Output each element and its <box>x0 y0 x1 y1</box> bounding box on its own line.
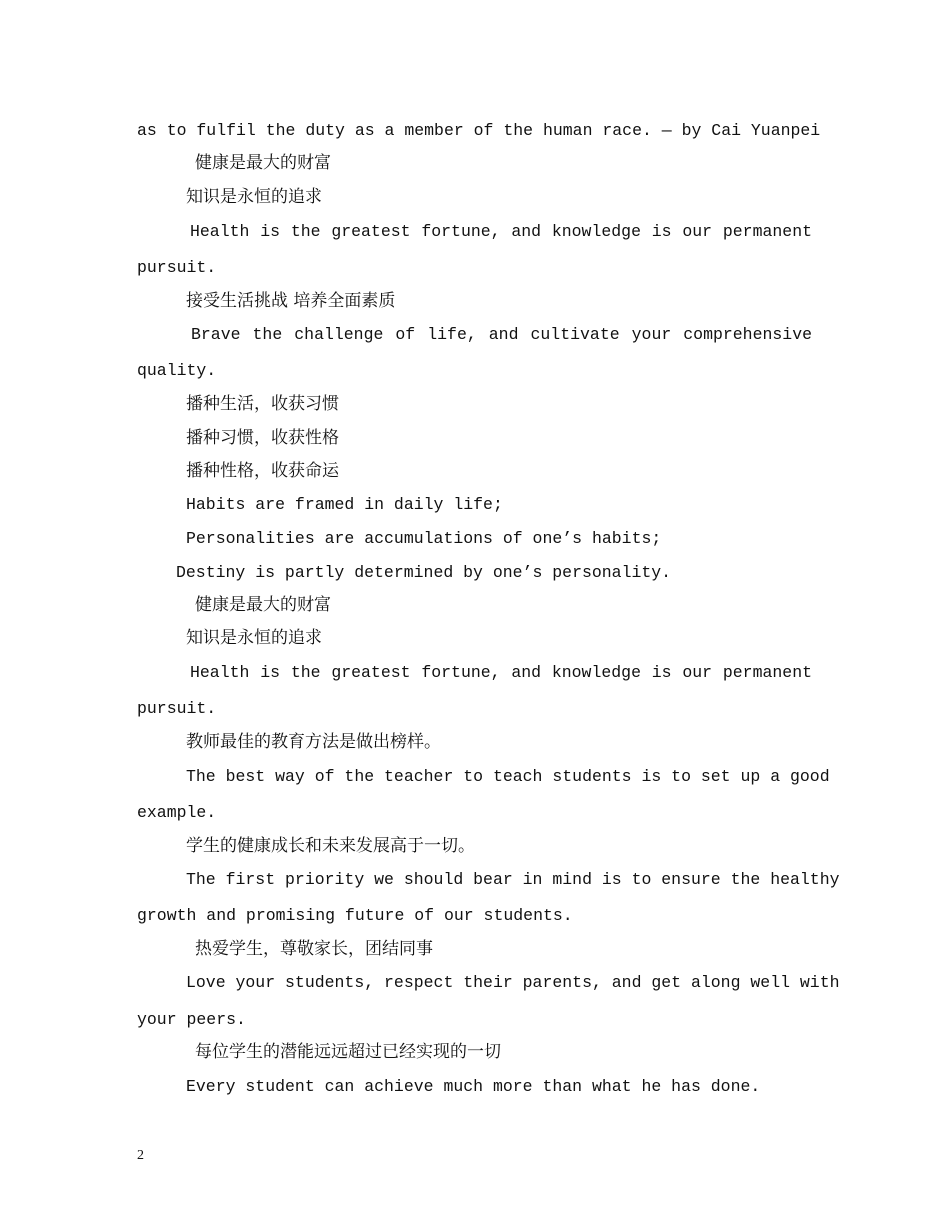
chinese-heading: 每位学生的潜能远远超过已经实现的一切 <box>195 1042 501 1062</box>
chinese-heading: 播种性格，收获命运 <box>186 461 339 481</box>
text-line: as to fulfil the duty as a member of the human race. — by Cai Yuanpei <box>137 121 821 140</box>
chinese-heading: 教师最佳的教育方法是做出榜样。 <box>186 732 441 752</box>
chinese-heading: 知识是永恒的追求 <box>186 628 322 648</box>
text-line: Health is the greatest fortune, and knowledge is our permanent <box>190 222 812 241</box>
chinese-heading: 学生的健康成长和未来发展高于一切。 <box>186 836 475 856</box>
text-line: The best way of the teacher to teach students is to set up a good <box>186 767 830 786</box>
text-line: pursuit. <box>137 699 217 718</box>
text-line: quality. <box>137 361 217 380</box>
chinese-heading: 健康是最大的财富 <box>195 595 331 615</box>
chinese-heading: 播种习惯，收获性格 <box>186 428 339 448</box>
page-number: 2 <box>137 1148 144 1163</box>
text-line: pursuit. <box>137 258 217 277</box>
text-line: Personalities are accumulations of one’s habits; <box>186 529 662 548</box>
text-line: Destiny is partly determined by one’s personality. <box>176 563 672 582</box>
chinese-heading: 接受生活挑战 培养全面素质 <box>186 291 396 311</box>
text-line: Habits are framed in daily life; <box>186 495 503 514</box>
text-line: growth and promising future of our students. <box>137 906 573 925</box>
chinese-heading: 热爱学生，尊敬家长，团结同事 <box>195 939 433 959</box>
text-line: Love your students, respect their parents, and get along well with <box>186 973 840 992</box>
text-line: Health is the greatest fortune, and knowledge is our permanent <box>190 663 812 682</box>
text-line: Every student can achieve much more than what he has done. <box>186 1077 761 1096</box>
chinese-heading: 知识是永恒的追求 <box>186 187 322 207</box>
chinese-heading: 健康是最大的财富 <box>195 153 331 173</box>
text-line: your peers. <box>137 1010 246 1029</box>
text-line: The first priority we should bear in mind is to ensure the healthy <box>186 870 840 889</box>
chinese-heading: 播种生活，收获习惯 <box>186 394 339 414</box>
text-line: Brave the challenge of life, and cultivate your comprehensive <box>191 325 812 344</box>
text-line: example. <box>137 803 217 822</box>
